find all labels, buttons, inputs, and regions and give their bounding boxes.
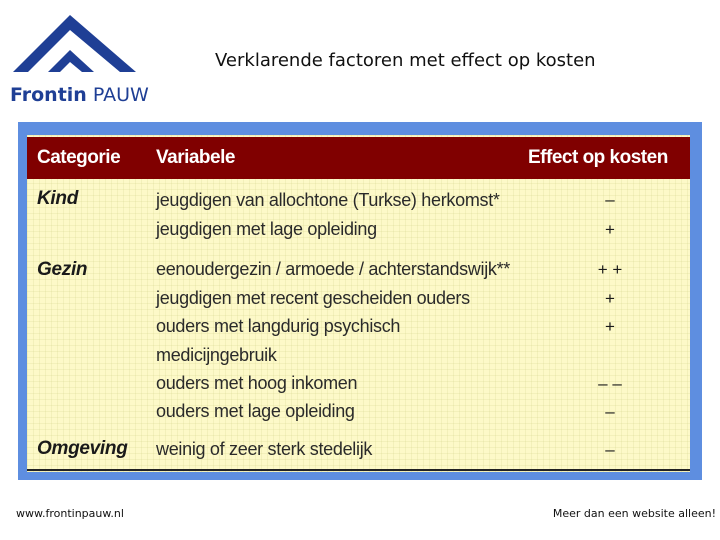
row-variable: eenoudergezin / armoede / achterstandswijk** xyxy=(156,259,511,279)
row-category: Kind xyxy=(37,188,79,209)
row-effect: – xyxy=(605,440,615,459)
row-effect: – – xyxy=(598,374,622,393)
logo-wordmark xyxy=(10,84,149,106)
row-variable: ouders met hoog inkomen xyxy=(156,373,358,393)
row-variable: jeugdigen met recent gescheiden ouders xyxy=(156,288,470,308)
row-variable: jeugdigen van allochtone (Turkse) herkomst* xyxy=(156,190,500,210)
table-bottom-rule xyxy=(27,469,690,471)
table-header xyxy=(27,137,690,179)
row-variable: weinig of zeer sterk stedelijk xyxy=(156,439,373,459)
row-variable: jeugdigen met lage opleiding xyxy=(156,219,377,239)
slide-title: Verklarende factoren met effect op kosten xyxy=(215,50,596,71)
row-effect: + + xyxy=(597,260,623,279)
row-variable: ouders met lage opleiding xyxy=(156,401,355,421)
row-variable: medicijngebruik xyxy=(156,345,277,365)
header-variable: Variabele xyxy=(156,147,235,168)
row-category: Gezin xyxy=(37,259,88,280)
row-effect: – xyxy=(605,402,615,421)
row-effect: + xyxy=(605,317,615,336)
header-effect: Effect op kosten xyxy=(528,147,668,168)
header-category: Categorie xyxy=(37,147,121,168)
row-category: Omgeving xyxy=(37,438,128,459)
logo-brand-part1: Frontin xyxy=(10,84,87,106)
row-effect: – xyxy=(605,190,615,209)
logo-brand-part2: PAUW xyxy=(92,84,149,106)
row-effect: + xyxy=(605,289,615,308)
logo-roof-inner xyxy=(48,50,94,72)
footer-website: www.frontinpauw.nl xyxy=(16,507,124,520)
footer-slogan: Meer dan een website alleen! xyxy=(552,507,716,520)
row-variable: ouders met langdurig psychisch xyxy=(156,316,401,336)
row-effect: + xyxy=(605,220,615,239)
